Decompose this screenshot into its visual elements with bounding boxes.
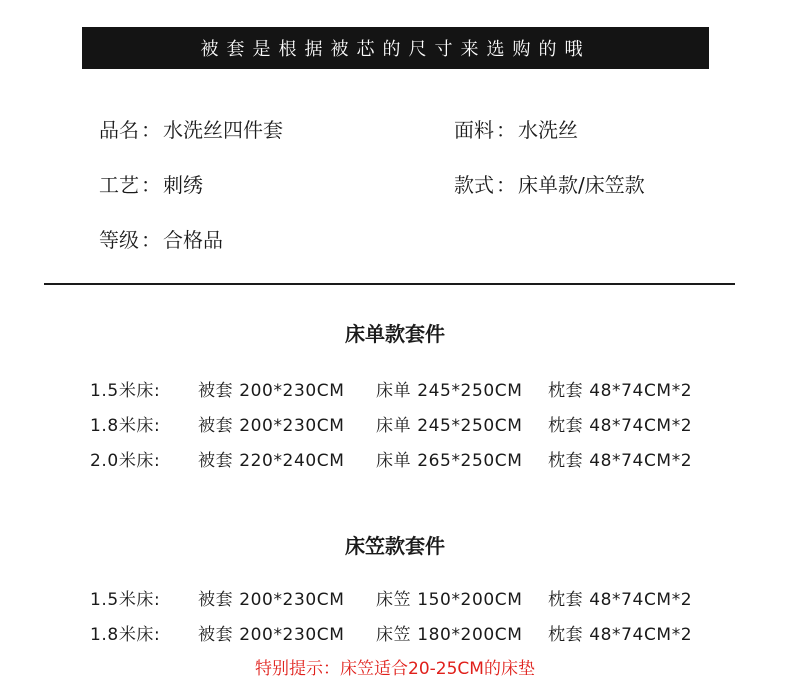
table-row (0, 446, 790, 470)
sheet-set-title: 床单款套件 (345, 322, 445, 346)
spec-style (454, 169, 645, 198)
duvet-cell: 被套 220*240CM (198, 451, 345, 471)
spec-colon: ： (141, 228, 161, 252)
fitted-set-title: 床笠款套件 (345, 534, 445, 558)
spec-colon: ： (496, 173, 516, 197)
pillow-cell: 枕套 48*74CM*2 (548, 625, 693, 645)
fitted-sheet-cell: 床笠 180*200CM (376, 625, 523, 645)
sheet-cell: 床单 245*250CM (376, 381, 523, 401)
spec-name (99, 114, 283, 143)
bed-size-cell: 1.8米床: (90, 416, 161, 436)
duvet-cell: 被套 200*230CM (198, 625, 345, 645)
spec-fabric-label: 面料 (454, 118, 494, 142)
pillow-cell: 枕套 48*74CM*2 (548, 451, 693, 471)
pillow-cell: 枕套 48*74CM*2 (548, 590, 693, 610)
spec-grade (99, 224, 223, 253)
fitted-sheet-cell: 床笠 150*200CM (376, 590, 523, 610)
table-row (0, 411, 790, 435)
pillow-cell: 枕套 48*74CM*2 (548, 416, 693, 436)
spec-craft-label: 工艺 (99, 173, 139, 197)
table-row (0, 585, 790, 609)
spec-name-label: 品名 (99, 118, 139, 142)
sheet-cell: 床单 265*250CM (376, 451, 523, 471)
duvet-cell: 被套 200*230CM (198, 381, 345, 401)
pillow-cell: 枕套 48*74CM*2 (548, 381, 693, 401)
banner-title: 被套是根据被芯的尺寸来选购的哦 (82, 27, 709, 69)
spec-fabric (454, 114, 578, 143)
special-note: 特别提示：床笠适合20-25CM的床垫 (255, 659, 535, 679)
spec-style-value: 床单款/床笠款 (518, 173, 645, 197)
duvet-cell: 被套 200*230CM (198, 590, 345, 610)
spec-colon: ： (496, 118, 516, 142)
bed-size-cell: 1.5米床: (90, 381, 161, 401)
spec-style-label: 款式 (454, 173, 494, 197)
bed-size-cell: 1.5米床: (90, 590, 161, 610)
bed-size-cell: 2.0米床: (90, 451, 161, 471)
spec-colon: ： (141, 173, 161, 197)
sheet-cell: 床单 245*250CM (376, 416, 523, 436)
bed-size-cell: 1.8米床: (90, 625, 161, 645)
duvet-cell: 被套 200*230CM (198, 416, 345, 436)
spec-name-value: 水洗丝四件套 (163, 118, 283, 142)
spec-fabric-value: 水洗丝 (518, 118, 578, 142)
spec-grade-value: 合格品 (163, 228, 223, 252)
divider (44, 283, 735, 285)
spec-craft (99, 169, 203, 198)
spec-grade-label: 等级 (99, 228, 139, 252)
table-row (0, 376, 790, 400)
table-row (0, 620, 790, 644)
spec-colon: ： (141, 118, 161, 142)
spec-craft-value: 刺绣 (163, 173, 203, 197)
